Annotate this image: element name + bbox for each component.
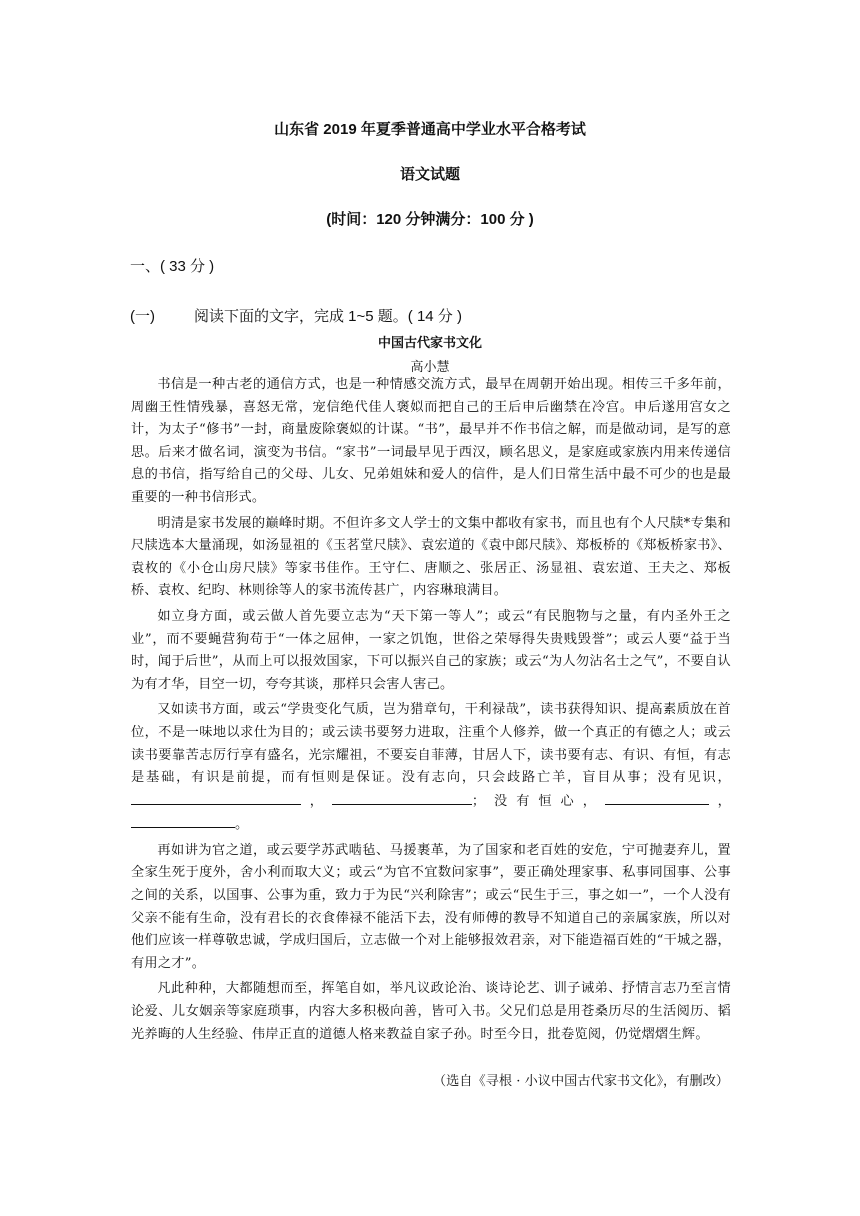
subsection-number: (一) (130, 308, 155, 325)
blank-end: 。 (235, 817, 249, 833)
answer-blank-4[interactable] (131, 813, 235, 828)
answer-blank-1[interactable] (131, 790, 301, 805)
paragraph-4 (131, 699, 731, 837)
exam-title: 山东省 2019 年夏季普通高中学业水平合格考试 (274, 121, 586, 138)
paragraph-3: 如立身方面，或云做人首先要立志为“天下第一等人”；或云“有民胞物与之量，有内圣外王之业”，而不要蝇营狗苟于“一体之屈伸，一家之饥饱，世俗之荣辱得失贵贱毁誉”；或云人要“益于当时，闻于后世”，从而上可以报效国家，下可以振兴自己的家族；或云“为人勿沾名士之气”，不要自认为有才华，目空一切，夸夸其谈，那样只会害人害己。 (131, 608, 731, 692)
subject-title: 语文试题 (399, 166, 460, 183)
article-source: （选自《寻根 · 小议中国古代家书文化》，有删改） (432, 1074, 729, 1089)
answer-blank-2[interactable] (332, 790, 472, 805)
article-title: 中国古代家书文化 (377, 336, 482, 351)
section-heading: 一、( 33 分 ) (130, 258, 215, 275)
article-author: 高小慧 (410, 360, 450, 375)
paragraph-5: 再如讲为官之道，或云要学苏武啮毡、马援裹革，为了国家和老百姓的安危，宁可抛妻弃儿，置全家生死于度外，舍小利而取大义；或云“为官不宜数问家事”，要正确处理家事、私事同国事、公事之间的关系，以国事、公事为重，致力于为民“兴利除害”；或云“民生于三，事之如一”，一个人没有父亲不能有生命，没有君长的衣食俸禄不能活下去，没有师傅的教导不知道自己的亲属家族，所以对他们应该一样尊敬忠诚，学成归国后，立志做一个对上能够报效君亲，对下能造福百姓的“干城之器，有用之才”。 (131, 842, 731, 971)
paragraph-1: 书信是一种古老的通信方式，也是一种情感交流方式，最早在周朝开始出现。相传三千多年前，周幽王性情残暴，喜怒无常，宠信绝代佳人褒姒而把自己的王后申后幽禁在冷宫。申后遂用宫女之计，为太子“修书”一封，商量废除褒姒的计谋。“书”，最早并不作书信之解，而是做动词，是写的意思。后来才做名词，演变为书信。“家书”一词最早见于西汉，顾名思义，是家庭或家族内用来传递信息的书信，指写给自己的父母、儿女、兄弟姐妹和爱人的信件，是人们日常生活中最不可少的也是最重要的一种书信形式。 (131, 377, 731, 505)
blank-separator-3: ， (708, 793, 732, 809)
blank-separator-1: ， (301, 793, 332, 809)
subsection-instruction: 阅读下面的文字，完成 1~5 题。( 14 分 ) (194, 308, 462, 325)
subsection-heading (130, 305, 462, 326)
paragraph-6: 凡此种种，大都随想而至，挥笔自如，举凡议政论治、谈诗论艺、训子诫弟、抒情言志乃至言情论爱、儿女姻亲等家庭琐事，内容大多积极向善，皆可入书。父兄们总是用苍桑历尽的生活阅历、韬光养晦的人生经验、伟岸正直的道德人格来教益自家子孙。时至今日，批卷览阅，仍觉熠熠生辉。 (131, 981, 731, 1042)
article-body (131, 374, 731, 1049)
paragraph-2: 明清是家书发展的巅峰时期。不但许多文人学士的文集中都收有家书，而且也有个人尺牍*专集和尺牍选本大量涌现，如汤显祖的《玉茗堂尺牍》、袁宏道的《袁中郎尺牍》、郑板桥的《郑板桥家书》、袁枚的《小仓山房尺牍》等家书佳作。王守仁、唐顺之、张居正、汤显祖、袁宏道、王夫之、郑板桥、袁枚、纪昀、林则徐等人的家书流传甚广，内容琳琅满目。 (131, 515, 731, 599)
time-info: (时间：120 分钟满分：100 分 ) (326, 211, 534, 228)
paragraph-4-text: 又如读书方面，或云“学贵变化气质，岂为猎章句，干利禄哉”，读书获得知识、提高素质放在首位，不是一味地以求仕为目的；或云读书要努力进取，注重个人修养，做一个真正的有德之人；或云读书要靠苦志厉行享有盛名，光宗耀祖，不要妄自菲薄，甘居人下，读书要有志、有识、有恒，有志是基础，有识是前提，而有恒则是保证。没有志向，只会歧路亡羊，盲目从事；没有见识， (131, 702, 731, 786)
blank-separator-2: ；没有恒心， (471, 793, 605, 809)
answer-blank-3[interactable] (605, 790, 709, 805)
